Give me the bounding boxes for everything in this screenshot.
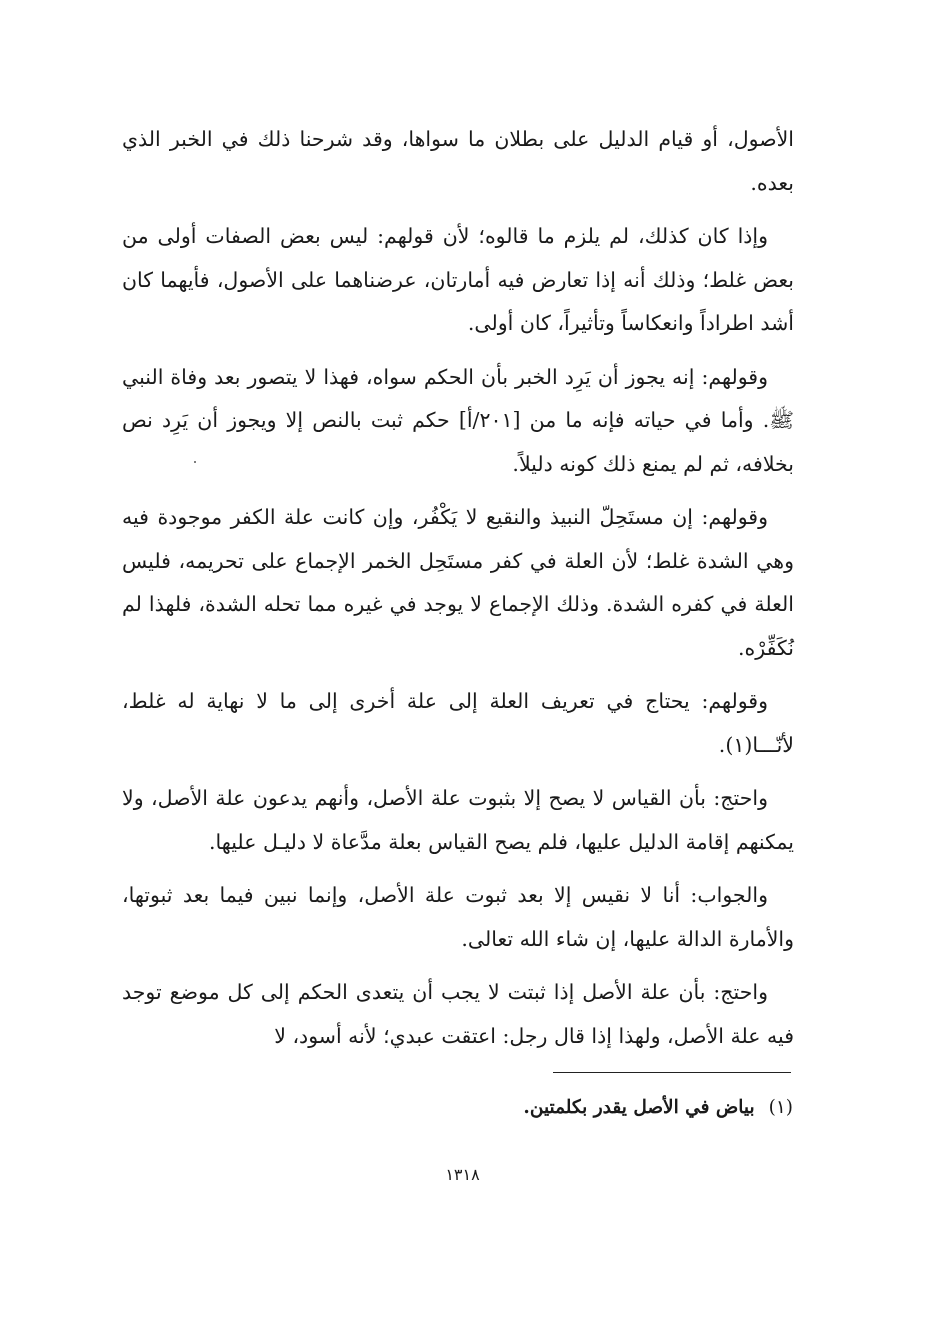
footnote-marker: (١) [768, 1097, 793, 1118]
footnote-text: بياض في الأصل يقدر بكلمتين. [523, 1097, 755, 1118]
stray-dot-mark [194, 461, 196, 463]
paragraph-2: وإذا كان كذلك، لم يلزم ما قالوه؛ لأن قولهم: ليس بعض الصفات أولى من بعض غلط؛ وذلك أنه إذا تعارض فيه أمارتان، عرضناهما على الأصول، فأيهما كان أشد اطراداً وانعكاساً وتأثيراً، كان أولى. [122, 224, 794, 335]
paragraph-8: واحتج: بأن علة الأصل إذا ثبتت لا يجب أن يتعدى الحكم إلى كل موضع توجد فيه علة الأصل، ولهذا إذا قال رجل: اعتقت عبدي؛ لأنه أسود، لا [122, 980, 794, 1048]
page-number: ١٣١٨ [445, 1165, 480, 1184]
footnote [523, 1093, 793, 1123]
paragraph-1: الأصول، أو قيام الدليل على بطلان ما سواها، وقد شرحنا ذلك في الخبر الذي بعده. [122, 127, 794, 195]
paragraph-3: وقولهم: إنه يجوز أن يَرِد الخبر بأن الحكم سواه، فهذا لا يتصور بعد وفاة النبي ﷺ. وأما في حياته فإنه ما من [٢٠١/أ] حكم ثبت بالنص إلا ويجوز أن يَرِد نص بخلافه، ثم لم يمنع ذلك كونه دليلاً. [122, 364, 794, 476]
paragraph-5: وقولهم: يحتاج في تعريف العلة إلى علة أخرى إلى ما لا نهاية له غلط، لأنّـــا(١). [122, 689, 794, 757]
footnote-separator [553, 1072, 791, 1073]
paragraph-7: والجواب: أنا لا نقيس إلا بعد ثبوت علة الأصل، وإنما نبين فيما بعد ثبوتها، والأمارة الدالة عليها، إن شاء الله تعالى. [122, 883, 794, 951]
page-body [122, 118, 794, 1068]
paragraph-4: وقولهم: إن مستَحِلّ النبيذ والنقيع لا يَكْفُر، وإن كانت علة الكفر موجودة فيه وهي الشدة غلط؛ لأن العلة في كفر مستَحِل الخمر الإجماع على تحريمه، فليس العلة في كفره الشدة. وذلك الإجماع لا يوجد في غيره مما تحله الشدة، فلهذا لم نُكَفِّرْه. [122, 505, 794, 660]
paragraph-6: واحتج: بأن القياس لا يصح إلا بثبوت علة الأصل، وأنهم يدعون علة الأصل، ولا يمكنهم إقامة الدليل عليها، فلم يصح القياس بعلة مدَّعاة لا دليـل عليها. [122, 786, 794, 854]
